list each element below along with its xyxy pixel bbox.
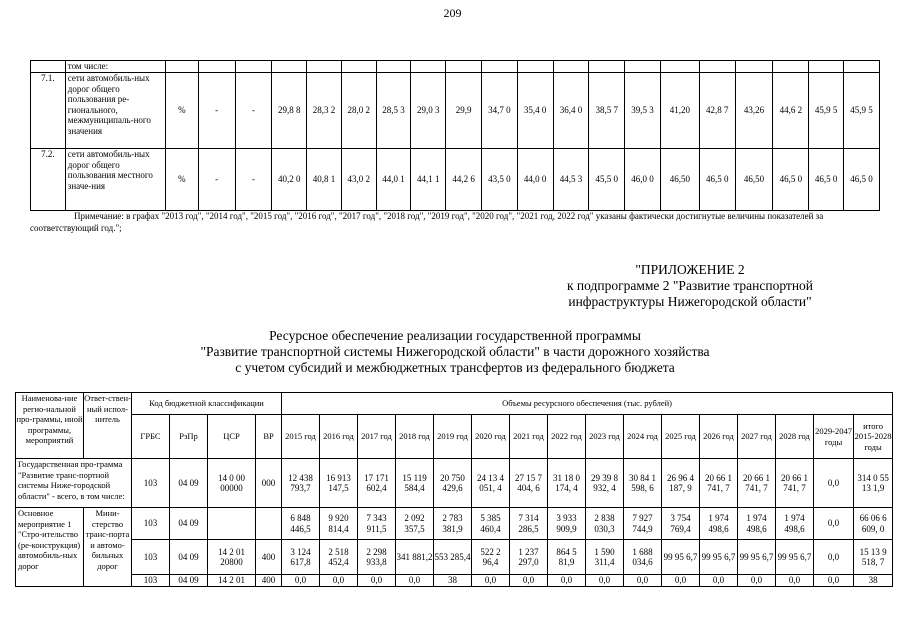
value-cell: 0,0: [738, 575, 776, 587]
indicators-table: [30, 60, 880, 211]
value-cell: 38,5 7: [589, 73, 625, 149]
appendix-line-2: к подпрограмме 2 "Развитие транспортной: [566, 278, 814, 293]
value-cell: 43,26: [735, 73, 773, 149]
incl-label: том числе:: [65, 61, 165, 73]
value-cell: 99 95 6,7: [700, 540, 738, 575]
value-cell: 99 95 6,7: [738, 540, 776, 575]
header-year: 2024 год: [624, 415, 662, 459]
header-year: 2025 год: [662, 415, 700, 459]
rzpr-cell: 04 09: [170, 575, 208, 587]
vr-cell: 400: [256, 575, 282, 587]
header-kbk-col: ГРБС: [132, 415, 170, 459]
value-cell: 46,50: [660, 149, 699, 211]
value-cell: 27 15 7 404, 6: [510, 459, 548, 508]
value-cell: 7 314 286,5: [510, 508, 548, 540]
value-cell: 0,0: [814, 540, 854, 575]
value-cell: -: [198, 73, 235, 149]
value-cell: 46,0 0: [625, 149, 661, 211]
row-number: 7.1.: [31, 73, 66, 149]
header-year: 2023 год: [586, 415, 624, 459]
value-cell: 41,20: [660, 73, 699, 149]
value-cell: 3 124 617,8: [282, 540, 320, 575]
header-responsible: Ответ-ствен-ный испол-нитель: [84, 393, 132, 459]
value-cell: 1 974 498,6: [776, 508, 814, 540]
value-cell: 30 84 1 598, 6: [624, 459, 662, 508]
csr-cell: [208, 508, 256, 540]
value-cell: 1 590 311,4: [586, 540, 624, 575]
value-cell: 2 298 933,8: [358, 540, 396, 575]
csr-cell: 14 2 01: [208, 575, 256, 587]
header-kbk-col: ЦСР: [208, 415, 256, 459]
value-cell: 0,0: [700, 575, 738, 587]
value-cell: 2 092 357,5: [396, 508, 434, 540]
value-cell: 31 18 0 174, 4: [548, 459, 586, 508]
value-cell: 20 66 1 741, 7: [776, 459, 814, 508]
value-cell: 99 95 6,7: [662, 540, 700, 575]
value-cell: 15 13 9 518, 7: [854, 540, 893, 575]
header-year: 2021 год: [510, 415, 548, 459]
value-cell: 29,9: [446, 73, 482, 149]
note: Примечание: в графах "2013 год", "2014 год", "2015 год", "2016 год", "2017 год", "2018 год", "2019 год", "2020 год", "2021 год, 2022 год" указаны фактически достигнутые величины показателей за соответствующий год.";: [30, 211, 824, 233]
header-kbk-col: РзПр: [170, 415, 208, 459]
appendix-heading: [540, 262, 840, 310]
value-cell: 16 913 147,5: [320, 459, 358, 508]
value-cell: 44,0 0: [517, 149, 553, 211]
table-row: [16, 459, 893, 508]
appendix-line-1: "ПРИЛОЖЕНИЕ 2: [635, 262, 745, 277]
value-cell: 45,9 5: [809, 73, 844, 149]
value-cell: 6 848 446,5: [282, 508, 320, 540]
unit-cell: %: [166, 149, 199, 211]
header-volumes: Объемы ресурсного обеспечения (тыс. рублей): [282, 393, 893, 415]
value-cell: 43,5 0: [481, 149, 517, 211]
value-cell: 44,2 6: [446, 149, 482, 211]
header-year: 2020 год: [472, 415, 510, 459]
value-cell: 29,8 8: [272, 73, 307, 149]
value-cell: 0,0: [776, 575, 814, 587]
value-cell: 44,6 2: [773, 73, 809, 149]
value-cell: 42,8 7: [699, 73, 735, 149]
value-cell: 29 39 8 932, 4: [586, 459, 624, 508]
header-year: итого 2015-2028 годы: [854, 415, 893, 459]
value-cell: 38: [434, 575, 472, 587]
table-row: [31, 73, 880, 149]
indicator-name: сети автомобиль-ных дорог общего пользования ре-гионального, межмуниципаль-ного значения: [65, 73, 165, 149]
value-cell: -: [235, 149, 272, 211]
grbs-cell: 103: [132, 540, 170, 575]
value-cell: 44,0 1: [376, 149, 411, 211]
indicator-name: сети автомобиль-ных дорог общего пользования местного значе-ния: [65, 149, 165, 211]
grbs-cell: 103: [132, 575, 170, 587]
value-cell: 26 96 4 187, 9: [662, 459, 700, 508]
value-cell: 29,0 3: [411, 73, 446, 149]
value-cell: 17 171 602,4: [358, 459, 396, 508]
value-cell: 864 5 81,9: [548, 540, 586, 575]
header-year: 2029-2047 годы: [814, 415, 854, 459]
value-cell: 1 974 498,6: [738, 508, 776, 540]
value-cell: 43,0 2: [341, 149, 376, 211]
value-cell: 0,0: [814, 575, 854, 587]
value-cell: 36,4 0: [553, 73, 589, 149]
grbs-cell: 103: [132, 459, 170, 508]
grbs-cell: 103: [132, 508, 170, 540]
value-cell: 5 385 460,4: [472, 508, 510, 540]
value-cell: 44,5 3: [553, 149, 589, 211]
value-cell: 46,5 0: [809, 149, 844, 211]
value-cell: 2 518 452,4: [320, 540, 358, 575]
value-cell: 46,5 0: [773, 149, 809, 211]
value-cell: 28,3 2: [307, 73, 342, 149]
value-cell: 1 974 498,6: [700, 508, 738, 540]
resource-table: [15, 392, 893, 587]
responsible-cell: Мини-стерство транс-порта и автомо-бильных дорог: [84, 508, 132, 587]
header-kbk-col: ВР: [256, 415, 282, 459]
value-cell: 7 343 911,5: [358, 508, 396, 540]
header-name: Наименова-ние регио-нальной про-граммы, иной программы, мероприятий: [16, 393, 84, 459]
value-cell: 46,5 0: [844, 149, 880, 211]
value-cell: 40,2 0: [272, 149, 307, 211]
table-row: [16, 508, 893, 540]
header-year: 2022 год: [548, 415, 586, 459]
value-cell: 522 2 96,4: [472, 540, 510, 575]
value-cell: 3 754 769,4: [662, 508, 700, 540]
vr-cell: 000: [256, 459, 282, 508]
header-year: 2015 год: [282, 415, 320, 459]
value-cell: 99 95 6,7: [776, 540, 814, 575]
value-cell: 0,0: [358, 575, 396, 587]
header-year: 2019 год: [434, 415, 472, 459]
table-row: [16, 540, 893, 575]
value-cell: 314 0 55 13 1,9: [854, 459, 893, 508]
csr-cell: 14 0 00 00000: [208, 459, 256, 508]
rzpr-cell: 04 09: [170, 540, 208, 575]
csr-cell: 14 2 01 20800: [208, 540, 256, 575]
value-cell: 39,5 3: [625, 73, 661, 149]
value-cell: 0,0: [814, 508, 854, 540]
value-cell: 1 688 034,6: [624, 540, 662, 575]
title-line-3: с учетом субсидий и межбюджетных трансфертов из федерального бюджета: [235, 360, 675, 375]
header-year: 2016 год: [320, 415, 358, 459]
page-number: 209: [443, 6, 462, 20]
value-cell: 45,9 5: [844, 73, 880, 149]
value-cell: 0,0: [472, 575, 510, 587]
value-cell: 46,5 0: [699, 149, 735, 211]
value-cell: 40,8 1: [307, 149, 342, 211]
header-year: 2026 год: [700, 415, 738, 459]
value-cell: 12 438 793,7: [282, 459, 320, 508]
value-cell: 553 285,4: [434, 540, 472, 575]
vr-cell: [256, 508, 282, 540]
value-cell: 0,0: [396, 575, 434, 587]
value-cell: 7 927 744,9: [624, 508, 662, 540]
value-cell: 0,0: [510, 575, 548, 587]
value-cell: 1 237 297,0: [510, 540, 548, 575]
value-cell: 28,5 3: [376, 73, 411, 149]
value-cell: 66 06 6 609, 0: [854, 508, 893, 540]
value-cell: 2 783 381,9: [434, 508, 472, 540]
rzpr-cell: 04 09: [170, 459, 208, 508]
value-cell: 9 920 814,4: [320, 508, 358, 540]
value-cell: 46,50: [735, 149, 773, 211]
title-line-2: "Развитие транспортной системы Нижегородской области" в части дорожного хозяйства: [200, 344, 710, 359]
program-name: Государственная про-грамма "Развитие транс-портной системы Ниже-городской области" - всего, в том числе:: [16, 459, 132, 508]
header-year: 2018 год: [396, 415, 434, 459]
value-cell: 341 881,2: [396, 540, 434, 575]
value-cell: 20 66 1 741, 7: [700, 459, 738, 508]
value-cell: 0,0: [320, 575, 358, 587]
value-cell: 0,0: [548, 575, 586, 587]
table-row: [31, 149, 880, 211]
value-cell: 0,0: [662, 575, 700, 587]
header-year: 2017 год: [358, 415, 396, 459]
value-cell: 0,0: [624, 575, 662, 587]
event-name: Основное мероприятие 1 "Стро-ительство (ре-конструкция) автомобиль-ных дорог: [16, 508, 84, 587]
value-cell: 24 13 4 051, 4: [472, 459, 510, 508]
value-cell: -: [198, 149, 235, 211]
value-cell: 38: [854, 575, 893, 587]
value-cell: 0,0: [814, 459, 854, 508]
value-cell: 2 838 030,3: [586, 508, 624, 540]
header-kbk: Код бюджетной классификации: [132, 393, 282, 415]
value-cell: 34,7 0: [481, 73, 517, 149]
row-number: 7.2.: [31, 149, 66, 211]
value-cell: -: [235, 73, 272, 149]
title-line-1: Ресурсное обеспечение реализации государственной программы: [269, 328, 641, 343]
rzpr-cell: 04 09: [170, 508, 208, 540]
value-cell: 0,0: [282, 575, 320, 587]
appendix-line-3: инфраструктуры Нижегородской области": [568, 294, 812, 309]
value-cell: 44,1 1: [411, 149, 446, 211]
header-year: 2027 год: [738, 415, 776, 459]
header-year: 2028 год: [776, 415, 814, 459]
value-cell: 0,0: [586, 575, 624, 587]
document-title: [110, 328, 800, 376]
value-cell: 15 119 584,4: [396, 459, 434, 508]
unit-cell: %: [166, 73, 199, 149]
value-cell: 20 750 429,6: [434, 459, 472, 508]
value-cell: 20 66 1 741, 7: [738, 459, 776, 508]
value-cell: 35,4 0: [517, 73, 553, 149]
value-cell: 45,5 0: [589, 149, 625, 211]
vr-cell: 400: [256, 540, 282, 575]
value-cell: 3 933 909,9: [548, 508, 586, 540]
table-row: [16, 575, 893, 587]
value-cell: 28,0 2: [341, 73, 376, 149]
